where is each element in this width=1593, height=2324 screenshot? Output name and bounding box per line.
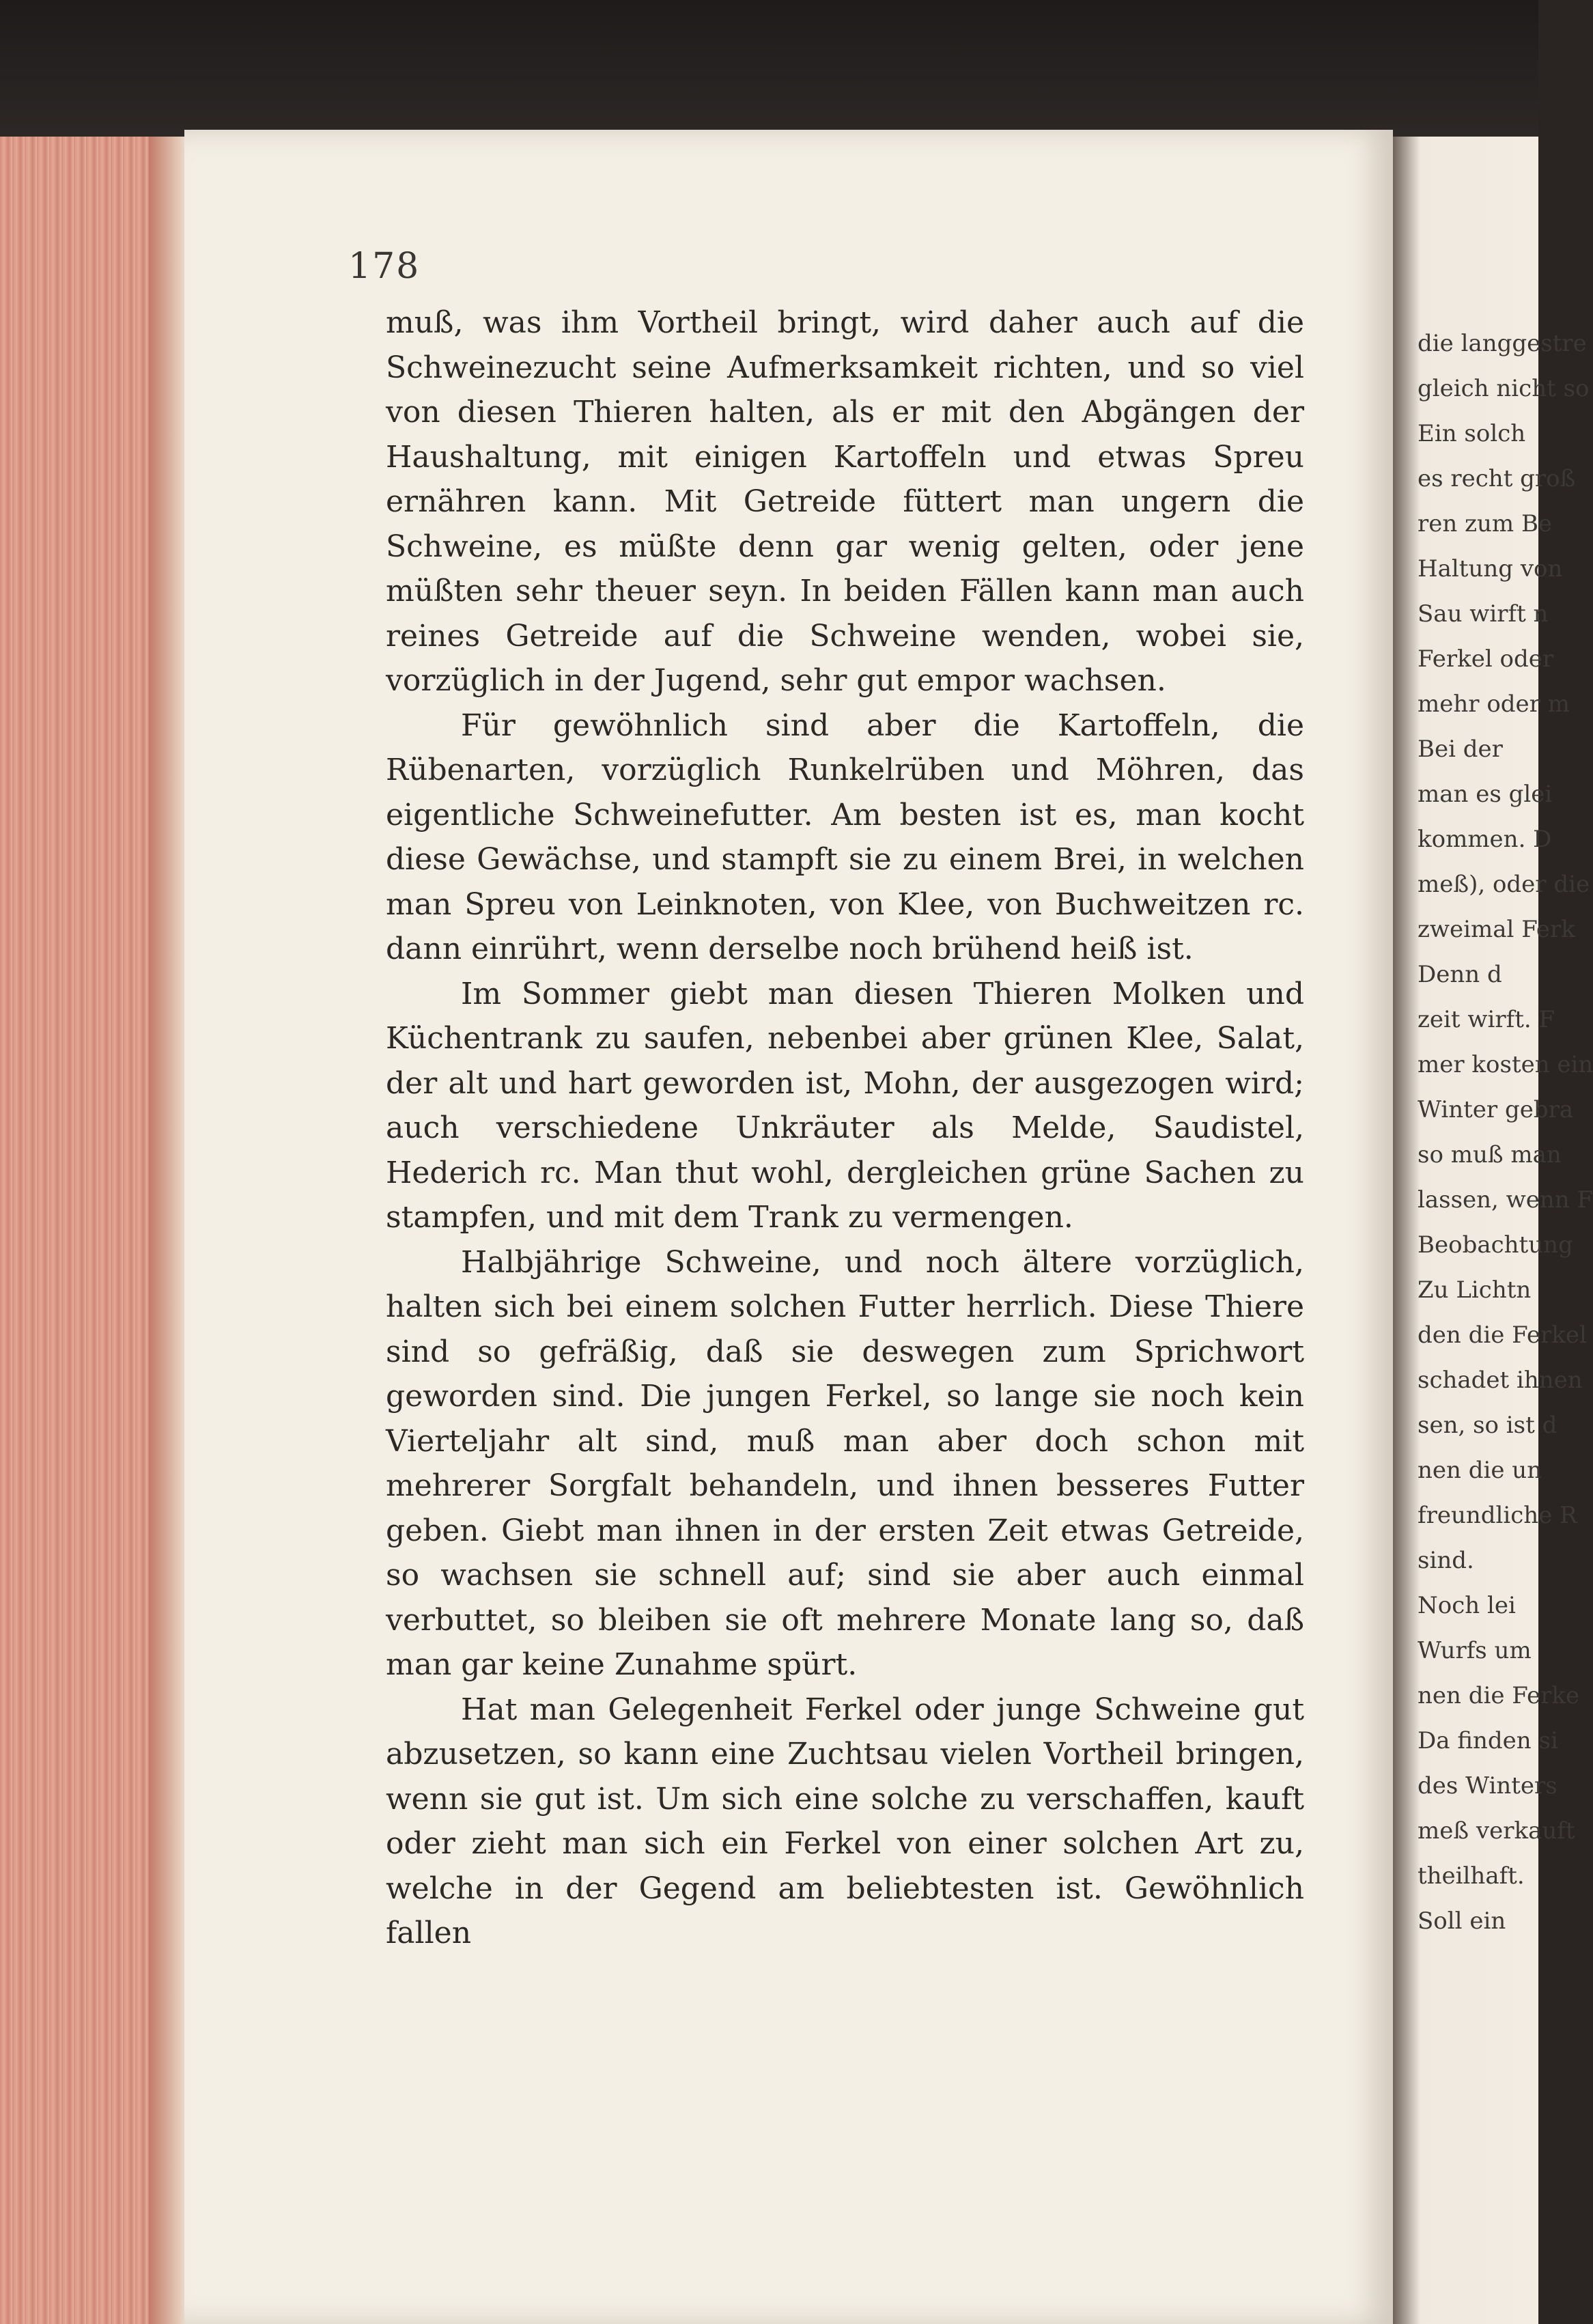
facing-page-text [1418, 321, 1593, 1944]
facing-page-line: mer kosten ein [1418, 1051, 1593, 1078]
paragraph: Im Sommer giebt man diesen Thieren Molken und Küchentrank zu saufen, nebenbei aber grünen Klee, Salat, der alt und hart geworden ist, Mohn, der ausgezogen wird; auch verschiedene Unkräuter als Melde, Saudistel, Hederich rc. Man thut wohl, dergleichen grüne Sachen zu stampfen, und mit dem Trank zu vermengen. [386, 976, 1304, 1235]
paragraph: muß, was ihm Vortheil bringt, wird daher auch auf die Schweinezucht seine Aufmerksamkeit richten, und so viel von diesen Thieren halten, als er mit den Abgängen der Haushaltung, mit einigen Kartoffeln und etwas Spreu ernähren kann. Mit Getreide füttert man ungern die Schweine, es müßte denn gar wenig gelten, oder jene müßten sehr theuer seyn. In beiden Fällen kann man auch reines Getreide auf die Schweine wenden, wobei sie, vorzüglich in der Jugend, sehr gut empor wachsen. [386, 305, 1304, 698]
facing-page-line: Noch lei [1418, 1592, 1516, 1619]
facing-page-line: schadet ihnen [1418, 1367, 1583, 1394]
facing-page-line: zweimal Ferk [1418, 916, 1575, 943]
facing-page-line: kommen. D [1418, 826, 1552, 853]
facing-page-line: sind. [1418, 1547, 1474, 1574]
facing-page-line: Ferkel oder [1418, 645, 1554, 673]
facing-page-line: nen die un [1418, 1457, 1542, 1484]
facing-page-line: so muß man [1418, 1141, 1562, 1168]
facing-page-line: des Winters [1418, 1772, 1557, 1800]
page-number: 178 [348, 246, 421, 287]
facing-page-line: meß verkauft [1418, 1817, 1575, 1845]
paragraph: Hat man Gelegenheit Ferkel oder junge Schweine gut abzusetzen, so kann eine Zuchtsau vielen Vortheil bringen, wenn sie gut ist. Um sich eine solche zu verschaffen, kauft oder zieht man sich ein Ferkel von einer solchen Art zu, welche in der Gegend am beliebtesten ist. Gewöhnlich fallen [386, 1692, 1304, 1950]
facing-page-line: Bei der [1418, 736, 1503, 763]
facing-page-line: freundliche R [1418, 1502, 1577, 1529]
facing-page-line: nen die Ferke [1418, 1682, 1580, 1709]
facing-page-line: Da finden si [1418, 1727, 1558, 1754]
facing-page-line: man es glei [1418, 781, 1553, 808]
facing-page-line: lassen, wenn F [1418, 1186, 1593, 1214]
facing-page-line: Denn d [1418, 961, 1502, 988]
facing-page-line: meß), oder die [1418, 871, 1590, 898]
facing-page-line: es recht groß [1418, 465, 1576, 492]
facing-page-line: theilhaft. [1418, 1862, 1525, 1890]
background-top-edge [0, 0, 1538, 137]
facing-page-line: sen, so ist d [1418, 1412, 1557, 1439]
facing-page-line: Sau wirft n [1418, 600, 1549, 628]
facing-page-line: gleich nicht so [1418, 375, 1590, 402]
facing-page-line: zeit wirft. F [1418, 1006, 1555, 1033]
page-gutter-left [149, 137, 190, 2324]
facing-page-line: Beobachtung [1418, 1231, 1573, 1259]
facing-page-line: Haltung von [1418, 555, 1563, 583]
paragraph: Halbjährige Schweine, und noch ältere vorzüglich, halten sich bei einem solchen Futter herrlich. Diese Thiere sind so gefräßig, daß sie deswegen zum Sprichwort geworden sind. Die jungen Ferkel, so lange sie noch kein Vierteljahr alt sind, muß man aber doch schon mit mehrerer Sorgfalt behandeln, und ihnen besseres Futter geben. Giebt man ihnen in der ersten Zeit etwas Getreide, so wachsen sie schnell auf; sind sie aber auch einmal verbuttet, so bleiben sie oft mehrere Monate lang so, daß man gar keine Zunahme spürt. [386, 1244, 1304, 1682]
facing-page-line: Winter gebra [1418, 1096, 1574, 1123]
page-text [386, 300, 1304, 1956]
facing-page-line: den die Ferkel [1418, 1321, 1587, 1349]
facing-page-line: mehr oder m [1418, 690, 1570, 718]
facing-page-line: die langgestre [1418, 330, 1587, 357]
facing-page-line: ren zum Be [1418, 510, 1553, 537]
paragraph: Für gewöhnlich sind aber die Kartoffeln, die Rübenarten, vorzüglich Runkelrüben und Möhren, das eigentliche Schweinefutter. Am besten ist es, man kocht diese Gewächse, und stampft sie zu einem Brei, in welchen man Spreu von Leinknoten, von Klee, von Buchweitzen rc. dann einrührt, wenn derselbe noch brühend heiß ist. [386, 708, 1304, 966]
facing-page-line: Soll ein [1418, 1907, 1506, 1935]
facing-page-line: Zu Lichtn [1418, 1276, 1532, 1304]
facing-page-line: Wurfs um [1418, 1637, 1532, 1664]
facing-page-line: Ein solch [1418, 420, 1526, 447]
